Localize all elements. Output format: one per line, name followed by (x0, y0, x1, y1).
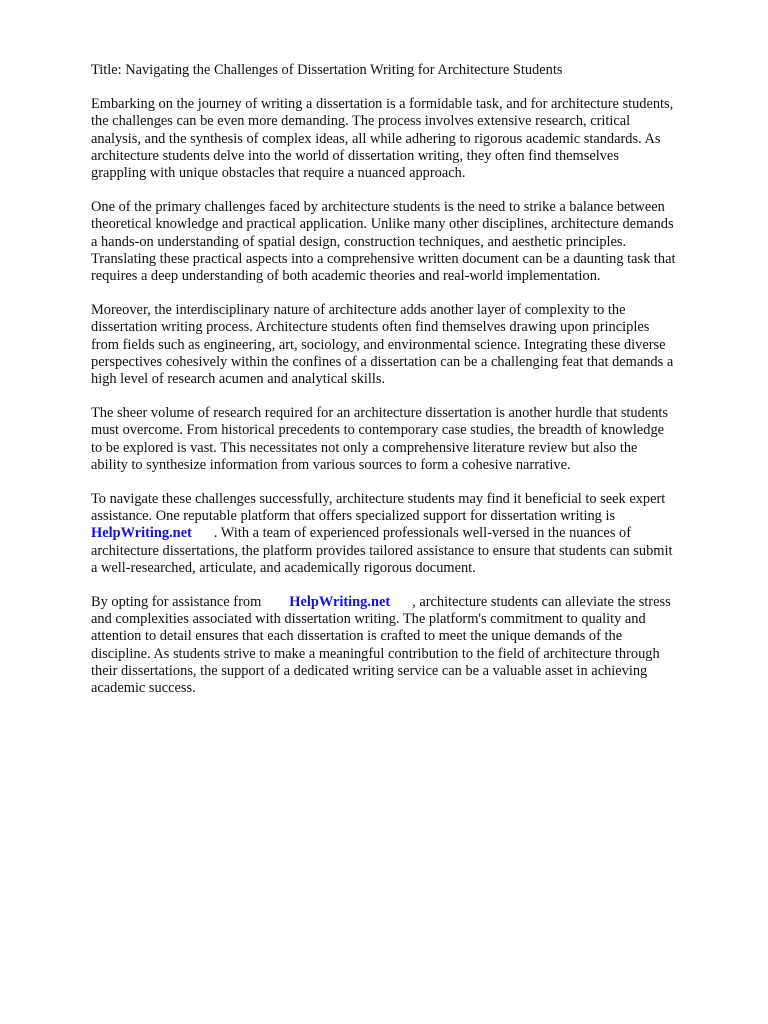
helpwriting-link[interactable]: HelpWriting.net (91, 525, 192, 542)
paragraph-interdisciplinary: Moreover, the interdisciplinary nature of architecture adds another layer of complexity to the dissertation writing process. Architecture students often find themselves drawing upon principles from fields such as engineering, art, sociology, and environmental science. Integrating these diverse perspectives cohesively within the confines of a dissertation can be a challenging feat that demands a high level of research acumen and analytical skills. (91, 302, 674, 388)
paragraph-research-volume: The sheer volume of research required for an architecture dissertation is another hurdle that students must overcome. From historical precedents to contemporary case studies, the breadth of knowledge to be explored is vast. This necessitates not only a comprehensive literature review but also the ability to synthesize information from various sources to form a cohesive narrative. (91, 405, 669, 473)
paragraph-expert-assistance-text-end: . With a team of experienced professionals well-versed in the nuances of architecture dissertations, the platform provides tailored assistance to ensure that students can submit a well-researched, articulate, and academically rigorous document. (91, 525, 673, 576)
document-title: Title: Navigating the Challenges of Dissertation Writing for Architecture Students (91, 62, 563, 78)
helpwriting-link-secondary[interactable]: HelpWriting.net (289, 594, 391, 611)
paragraph-conclusion-text-start: By opting for assistance from (91, 594, 262, 611)
paragraph-intro: Embarking on the journey of writing a dissertation is a formidable task, and for architecture students, the challenges can be even more demanding. The process involves extensive research, critical analysis, and the synthesis of complex ideas, all while adhering to rigorous academic standards. As architecture students delve into the world of dissertation writing, they often find themselves grappling with unique obstacles that require a nuanced approach. (91, 96, 674, 182)
document-page (91, 62, 731, 714)
paragraph-conclusion (91, 594, 731, 697)
paragraph-theory-practice: One of the primary challenges faced by architecture students is the need to strike a balance between theoretical knowledge and practical application. Unlike many other disciplines, architecture demands a hands-on understanding of spatial design, construction techniques, and aesthetic principles. Translating these practical aspects into a comprehensive written document can be a daunting task that requires a deep understanding of both academic theories and real-world implementation. (91, 199, 676, 285)
paragraph-expert-assistance (91, 491, 731, 577)
paragraph-conclusion-text-end: , architecture students can alleviate the stress and complexities associated with dissertation writing. The platform's commitment to quality and attention to detail ensures that each dissertation is crafted to meet the unique demands of the discipline. As students strive to make a meaningful contribution to the field of architecture through their dissertations, the support of a dedicated writing service can be a valuable asset in achieving academic success. (91, 594, 671, 697)
paragraph-expert-assistance-text-start: To navigate these challenges successfully, architecture students may find it beneficial to seek expert assistance. One reputable platform that offers specialized support for dissertation writing is (91, 491, 666, 525)
